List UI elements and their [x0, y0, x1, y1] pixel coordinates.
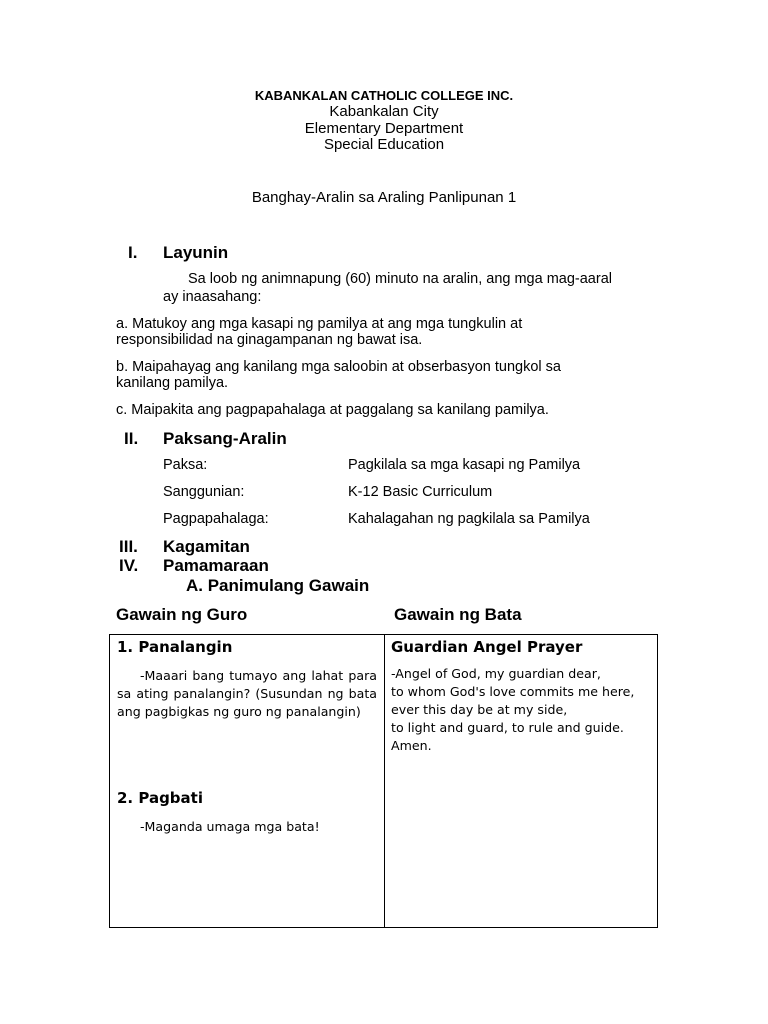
objective-a-line2: responsibilidad na ginagampanan ng bawat isa. — [116, 332, 423, 348]
objective-b-line2: kanilang pamilya. — [116, 375, 229, 391]
pupil-column-heading: Gawain ng Bata — [394, 605, 522, 624]
guardian-angel-prayer-heading: Guardian Angel Prayer — [391, 638, 583, 656]
section-4-title: Pamamaraan — [163, 556, 269, 575]
objective-intro-line1: Sa loob ng animnapung (60) minuto na aralin, ang mga mag-aaral — [188, 271, 612, 287]
prayer-line: ever this day be at my side, — [391, 702, 568, 717]
reference-label: Sanggunian: — [163, 484, 245, 500]
section-3-title: Kagamitan — [163, 537, 250, 556]
objective-c: c. Maipakita ang pagpapahalaga at paggalang sa kanilang pamilya. — [116, 402, 549, 418]
section-1-numeral: I. — [128, 243, 138, 262]
section-2-title: Paksang-Aralin — [163, 429, 287, 448]
section-4-subtitle: A. Panimulang Gawain — [186, 576, 370, 595]
prayer-heading: 1. Panalangin — [117, 638, 233, 656]
values-value: Kahalagahan ng pagkilala sa Pamilya — [348, 511, 590, 527]
prayer-line: Amen. — [391, 738, 432, 753]
activity-table — [109, 634, 658, 928]
reference-value: K-12 Basic Curriculum — [348, 484, 493, 500]
prayer-line: to whom God's love commits me here, — [391, 684, 635, 699]
prayer-line: -Angel of God, my guardian dear, — [391, 666, 601, 681]
topic-label: Paksa: — [163, 457, 208, 473]
prayer-line: to light and guard, to rule and guide. — [391, 720, 624, 735]
section-1-title: Layunin — [163, 243, 229, 262]
program-name: Special Education — [323, 136, 445, 153]
section-3-numeral: III. — [119, 537, 138, 556]
prayer-text — [391, 665, 634, 755]
teacher-column-heading: Gawain ng Guro — [116, 605, 248, 624]
lesson-title: Banghay-Aralin sa Araling Panlipunan 1 — [251, 189, 517, 206]
objective-intro-line2: ay inaasahang: — [163, 289, 262, 305]
values-label: Pagpapahalaga: — [163, 511, 269, 527]
greeting-text: -Maganda umaga mga bata! — [140, 819, 320, 834]
objective-a-line1: a. Matukoy ang mga kasapi ng pamilya at ang mga tungkulin at — [116, 316, 523, 332]
department-name: Elementary Department — [304, 120, 464, 137]
section-2-numeral: II. — [124, 429, 139, 448]
prayer-instruction: -Maaari bang tumayo ang lahat para sa ating panalangin? (Susundan ng bata ang pagbigkas ng guro ng panalangin) — [117, 668, 377, 719]
objective-b-line1: b. Maipahayag ang kanilang mga saloobin at obserbasyon tungkol sa — [116, 359, 561, 375]
topic-value: Pagkilala sa mga kasapi ng Pamilya — [348, 457, 581, 473]
section-4-numeral: IV. — [119, 556, 139, 575]
table-divider — [384, 635, 385, 927]
greeting-heading: 2. Pagbati — [117, 789, 203, 807]
school-name: KABANKALAN CATHOLIC COLLEGE INC. — [254, 88, 514, 103]
city-name: Kabankalan City — [329, 103, 439, 120]
